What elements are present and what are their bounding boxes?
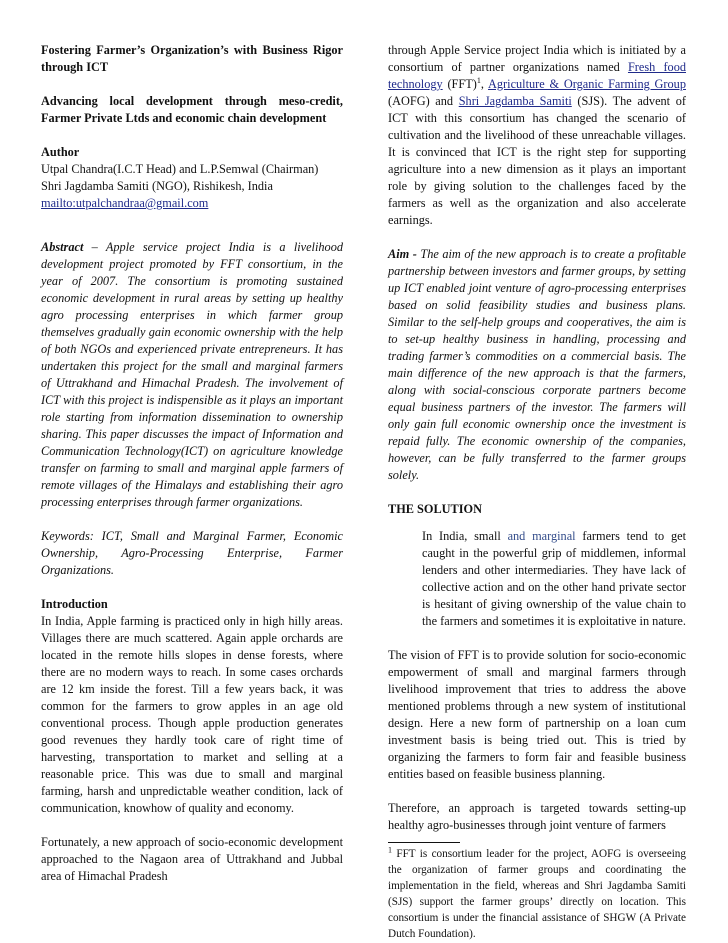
- aim-paragraph: [388, 246, 686, 484]
- footnote-divider: [388, 842, 460, 843]
- solution-paragraph: [422, 528, 686, 630]
- solution-text-b: farmers tend to get caught in the powerful grip of middlemen, informal lenders and other intermediaries. They have lack of collective action and on the other hand private sector is hesitant of giving ownership of the value chain to the farmers and sometimes it is exploitative in nature.: [422, 529, 686, 628]
- paper-subtitle: Advancing local development through meso-credit, Farmer Private Ltds and economic chain development: [41, 94, 343, 125]
- solution-text-highlight: and marginal: [507, 529, 576, 543]
- author-affiliation: Shri Jagdamba Samiti (NGO), Rishikesh, India: [41, 179, 273, 193]
- paper-title: Fostering Farmer’s Organization’s with Business Rigor through ICT: [41, 43, 343, 74]
- aim-lead: Aim -: [388, 247, 417, 261]
- solution-heading: THE SOLUTION: [388, 502, 482, 516]
- keywords: Keywords: ICT, Small and Marginal Farmer, Economic Ownership, Agro-Processing Enterprise, Farmer Organizations.: [41, 529, 343, 577]
- consortium-text-c: ,: [480, 77, 489, 91]
- footnote-text: FFT is consortium leader for the project, AOFG is overseeing the organization of farmer groups and coordinating the implementation in the field, whereas and Shri Jagdamba Samiti (SJS) support the farmer groups’ directly on location. This consortium is under the financial assistance of SHGW (A Private Dutch Foundation).: [388, 848, 686, 940]
- footnote-mark: 1: [388, 845, 392, 855]
- therefore-paragraph: Therefore, an approach is targeted towards setting-up healthy agro-businesses through joint venture of farmers: [388, 801, 686, 832]
- solution-text-a: In India, small: [422, 529, 508, 543]
- consortium-text-d: (AOFG) and: [388, 94, 459, 108]
- aofg-link[interactable]: Agriculture & Organic Farming Group: [488, 77, 686, 91]
- author-heading: Author: [41, 145, 80, 159]
- abstract-lead: Abstract: [41, 240, 84, 254]
- left-column: [41, 42, 343, 885]
- consortium-text-b: (FFT): [442, 77, 477, 91]
- introduction-heading: Introduction: [41, 597, 108, 611]
- aim-text: The aim of the new approach is to create a profitable partnership between investors and farmer groups, by setting up ICT enabled joint venture of agro-processing enterprises based on solid feasibility studies and business plans. Similar to the self-help groups and cooperatives, the aim is to set-up healthy business in handling, processing and trading farmer’s commodities on a commercial basis. The main difference of the new approach is that the farmers, along with social-conscious corporate partners become equal business partners of the investor. The farmers will only gain full economic ownership once the investment is repaid fully. The economic ownership of the companies, however, can be fully transferred to the farmer groups solely.: [388, 247, 686, 482]
- vision-paragraph: The vision of FFT is to provide solution for socio-economic empowerment of small and marginal farmers through livelihood improvement that tries to address the above mentioned problems through a new system of institutional design. Here a new form of partnership on a loan cum investment basis is being tried out. This is tried by organizing the farmers to form fair and feasible business entities based on feasible business planning.: [388, 648, 686, 781]
- abstract: [41, 239, 343, 511]
- consortium-paragraph: [388, 42, 686, 229]
- introduction-paragraph-2: Fortunately, a new approach of socio-economic development approached to the Nagaon area of Uttrakhand and Jubbal area of Himachal Pradesh: [41, 835, 343, 883]
- author-email-link[interactable]: mailto:utpalchandraa@gmail.com: [41, 196, 209, 210]
- abstract-text: – Apple service project India is a livelihood development project promoted by FFT consortium, in the year of 2007. The consortium is promoting sustained economic development in rural areas by setting up healthy agro processing enterprises in which farmer group themselves gradually gain economic ownership with the help of both NGOs and experienced private entrepreneurs. It has undertaken this project for the small and marginal farmers of Uttrakhand and Himachal Pradesh. The involvement of ICT with this project is indispensible as it plays an important role starting from information dissemination to ownership sharing. This paper discusses the impact of Information and Communication Technology(ICT) on agriculture knowledge transfer on farming to small and marginal apple farmers of remote villages of the Himalays and establishing their agro processing enterprises through farmer organizations.: [41, 240, 343, 509]
- footnote: [388, 846, 686, 942]
- sjs-link[interactable]: Shri Jagdamba Samiti: [458, 94, 572, 108]
- fft-link[interactable]: Fresh food technology: [388, 60, 686, 91]
- right-column: [388, 42, 686, 942]
- consortium-text-e: (SJS). The advent of ICT with this consortium has changed the scenario of cultivation and the livelihood of these unreachable villages. It is convinced that ICT is the right step for supporting agriculture into a new dimension as it plays an important role by giving solution to the challenges faced by the farmers as well as the organization and also accelerate earnings.: [388, 94, 686, 227]
- consortium-text-a: through Apple Service project India which is initiated by a consortium of partner organizations named: [388, 43, 686, 74]
- footnote-reference[interactable]: 1: [476, 75, 481, 85]
- introduction-paragraph-1: In India, Apple farming is practiced only in high hilly areas. Villages there are much scattered. Again apple orchards are located in the remote hills slopes in dense forests, where there are no modern ways to reach. In some cases orchards are 12 km inside the forest. Till a few years back, it was common for the farmers to grow apples in an age old conventional process. Though apple production generates good revenues they hardly took care of right time of harvesting, transportation to market and selling at a reasonable price. This was due to small and marginal farming, harsh and unpredictable weather condition, lack of communication, knowhow of quality and economy.: [41, 614, 343, 815]
- author-names: Utpal Chandra(I.C.T Head) and L.P.Semwal (Chairman): [41, 162, 319, 176]
